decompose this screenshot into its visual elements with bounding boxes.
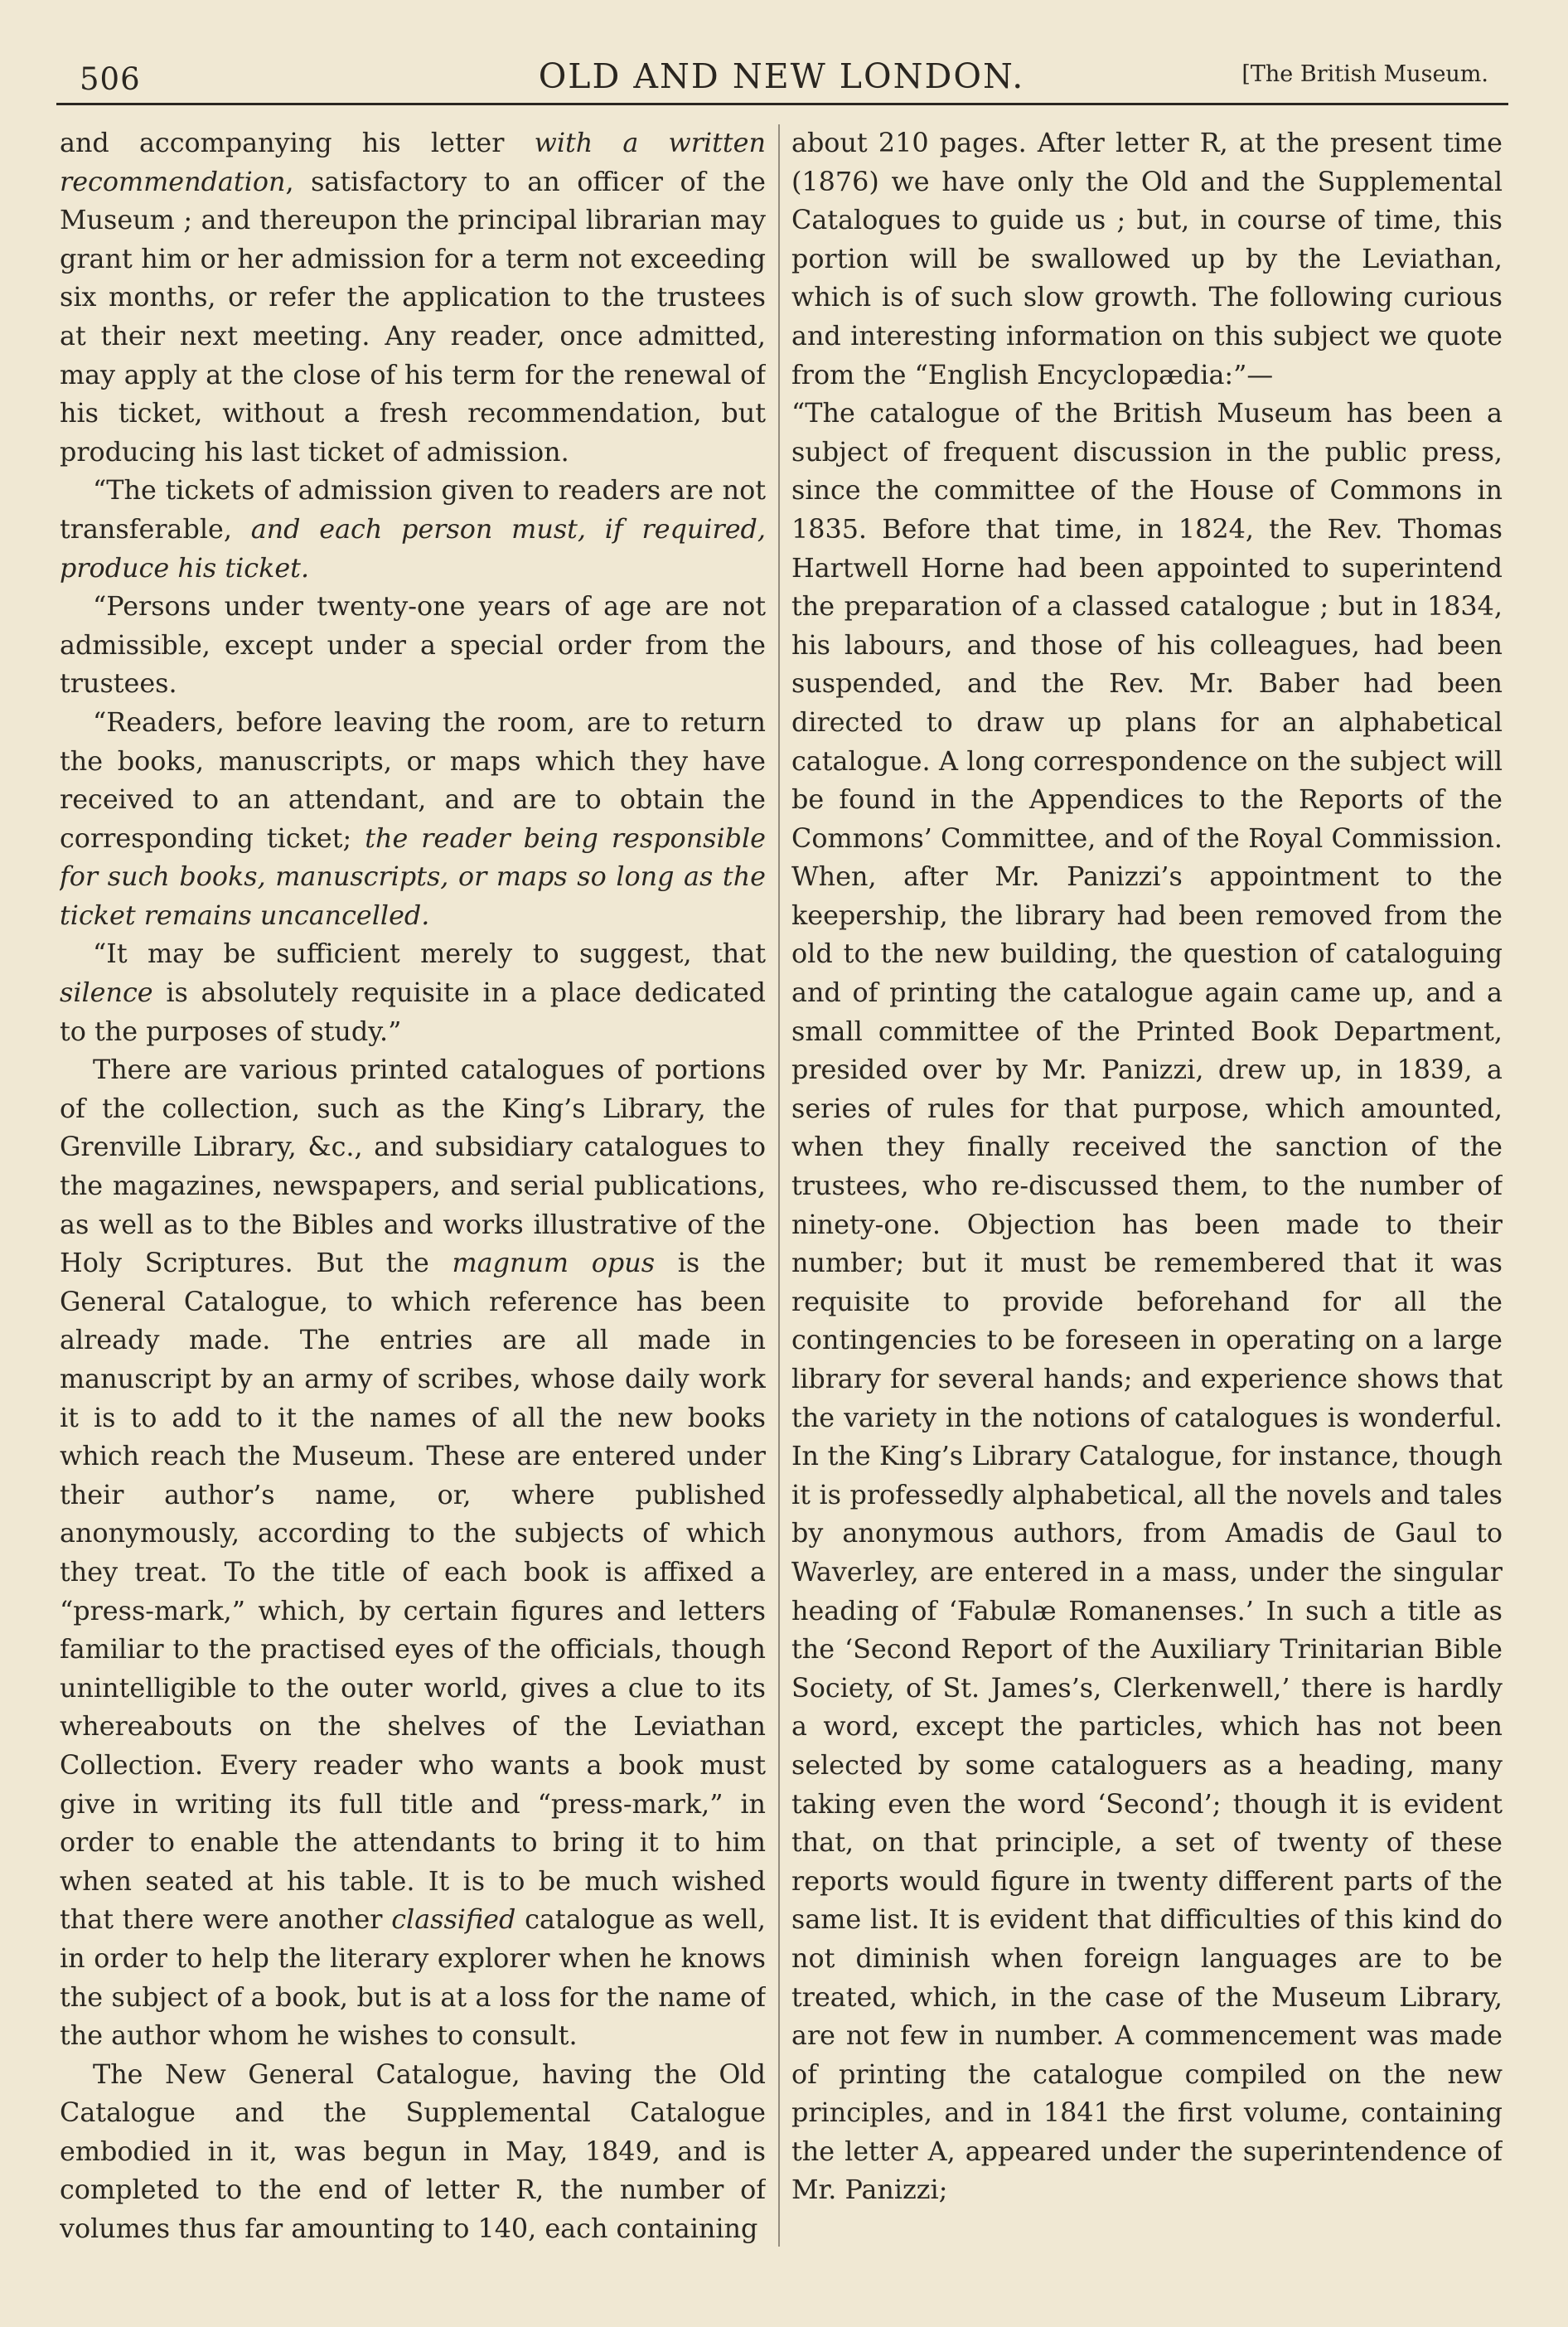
column-divider (778, 124, 780, 2247)
paragraph (60, 588, 766, 704)
italic-text: the reader being responsible for such books, manuscripts, or maps so long as the ticket remains uncancelled. (60, 822, 766, 931)
text-run: and accompanying his letter (60, 128, 535, 158)
text-column-right (791, 124, 1503, 2305)
text-column-left (60, 124, 766, 2305)
paragraph (60, 704, 766, 936)
italic-text: classified (391, 1904, 516, 1936)
text-run: “It may be sufficient merely to suggest, that (93, 938, 766, 970)
text-run: catalogue as well, in order to help the literary explorer when he knows the subject of a book, but is at a loss for the name of the author whom he wishes to consult. (60, 1904, 766, 2052)
paragraph (60, 2056, 766, 2249)
paragraph (791, 395, 1503, 2210)
italic-text: and each person must, if required, produce his ticket. (60, 513, 766, 584)
text-run: is absolutely requisite in a place dedicated to the purposes of study.” (60, 977, 766, 1047)
book-title: OLD AND NEW LONDON. (538, 56, 1025, 96)
text-run: about 210 pages. After letter R, at the present time (1876) we have only the Old and the Supplemental Catalogues to guide us ; but, in course of time, this portion will be swallowed up by the Leviathan, which is of such slow growth. The following curious and interesting information on this subject we quote from the “English Encyclopædia:”— (791, 128, 1503, 390)
paragraph (60, 472, 766, 588)
running-header (56, 51, 1507, 101)
page-number: 506 (80, 61, 141, 97)
text-run: “The tickets of admission given to readers are not transferable, (60, 475, 766, 545)
text-run: “Readers, before leaving the room, are to return the books, manuscripts, or maps which they have received to an attendant, and are to obtain the corresponding ticket; (60, 706, 766, 854)
paragraph (791, 124, 1503, 395)
text-run: , satisfactory to an officer of the Museum ; and thereupon the principal librarian may grant him or her admission for a term not exceeding six months, or refer the application to the trustees at their next meeting. Any reader, once admitted, may apply at the close of his term for the renewal of his ticket, without a fresh recommendation, but producing his last ticket of admission. (60, 166, 766, 468)
header-rule (56, 103, 1508, 105)
text-run: There are various printed catalogues of portions of the collection, such as the King’s Library, the Grenville Library, &c., and subsidiary catalogues to the magazines, newspapers, and serial publications, as well as to the Bibles and works illustrative of the Holy Scriptures. But the (60, 1054, 766, 1279)
paragraph (60, 1051, 766, 2055)
paragraph (60, 935, 766, 1051)
italic-text: with a written recommendation (60, 128, 766, 197)
text-run: “The catalogue of the British Museum has been a subject of frequent discussion in the public press, since the committee of the House of Commons in 1835. Before that time, in 1824, the Rev. Thomas Hartwell Horne had been appointed to superintend the preparation of a classed catalogue ; but in 1834, his labours, and those of his colleagues, had been suspended, and the Rev. Mr. Baber had been directed to draw up plans for an alphabetical catalogue. A long correspondence on the subject will be found in the Appendices to the Reports of the Commons’ Committee, and of the Royal Commission. When, after Mr. Panizzi’s appointment to the keepership, the library had been removed from the old to the new building, the question of cataloguing and of printing the catalogue again came up, and a small committee of the Printed Book Department, presided over by Mr. Panizzi, drew up, in 1839, a series of rules for that purpose, which amounted, when they finally received the sanction of the trustees, who re-discussed them, to the number of ninety-one. Objection has been made to their number; but it must be remembered that it was requisite to provide beforehand for all the contingencies to be foreseen in operating on a large library for several hands; and experience shows that the variety in the notions of catalogues is wonderful. In the King’s Library Catalogue, for instance, though it is professedly alphabetical, all the novels and tales by anonymous authors, from Amadis de Gaul to Waverley, are entered in a mass, under the singular heading of ‘Fabulæ Romanenses.’ In such a title as the ‘Second Report of the Auxiliary Trinitarian Bible Society, of St. James’s, Clerkenwell,’ there is hardly a word, except the particles, which has not been selected by some cataloguers as a heading, many taking even the word ‘Second’; though it is evident that, on that principle, a set of twenty of these reports would figure in twenty different parts of the same list. It is evident that difficulties of this kind do not diminish when foreign languages are to be treated, which, in the case of the Museum Library, are not few in number. A commencement was made of printing the catalogue compiled on the new principles, and in 1841 the first volume, containing the letter A, appeared under the superintendence of Mr. Panizzi; (791, 398, 1503, 2206)
text-run: The New General Catalogue, having the Old Catalogue and the Supplemental Catalogue embodied in it, was begun in May, 1849, and is completed to the end of letter R, the number of volumes thus far amounting to 140, each containing (60, 2058, 766, 2245)
text-run: is the General Catalogue, to which reference has been already made. The entries are all made in manuscript by an army of scribes, whose daily work it is to add to it the names of all the new books which reach the Museum. These are entered under their author’s name, or, where published anonymously, according to the subjects of which they treat. To the title of each book is affixed a “press-mark,” which, by certain figures and letters familiar to the practised eyes of the officials, though unintelligible to the outer world, gives a clue to its whereabouts on the shelves of the Leviathan Collection. Every reader who wants a book must give in writing its full title and “press-mark,” in order to enable the attendants to bring it to him when seated at his table. It is to be much wished that there were another (60, 1248, 766, 1936)
paragraph (60, 124, 766, 472)
text-run: “Persons under twenty-one years of age are not admissible, except under a special order from the trustees. (60, 591, 766, 700)
italic-text: silence (60, 977, 153, 1009)
section-title: [The British Museum. (1241, 61, 1488, 87)
italic-text: magnum opus (452, 1248, 656, 1279)
